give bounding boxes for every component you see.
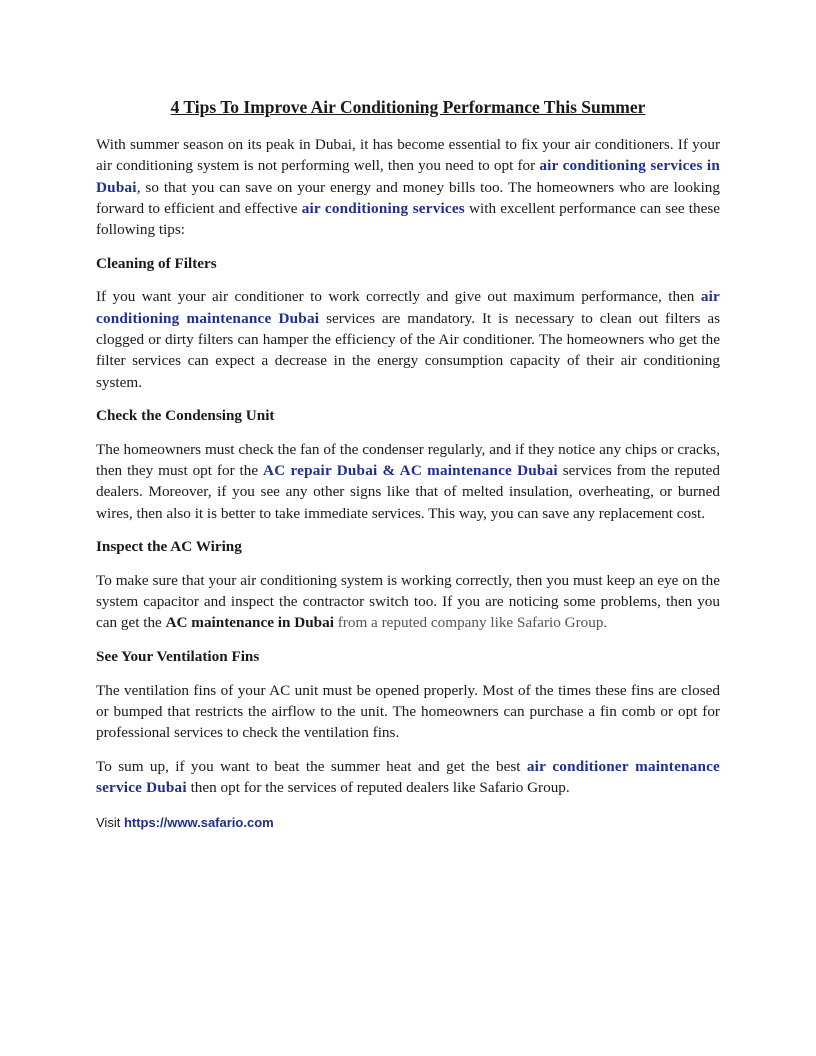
heading-ventilation-fins: See Your Ventilation Fins <box>96 648 260 666</box>
conclusion-text-2: then opt for the services of reputed dealers like Safario Group. <box>186 779 570 797</box>
conclusion-paragraph <box>96 756 720 799</box>
ac-maintenance-in-dubai-text: AC maintenance in Dubai <box>165 614 334 632</box>
s3-text-1: To make sure that your air conditioning system is working correctly, then you must keep an eye on the system capacitor and inspect the contractor switch too. If you are noticing some problems, then you can get the <box>96 571 720 632</box>
s2-text-1: The homeowners must check the fan of the condenser regularly, and if they notice any chips or cracks, then they must opt for the <box>96 440 720 480</box>
intro-paragraph <box>96 134 720 240</box>
website-link[interactable]: https://www.safario.com <box>123 815 274 831</box>
paragraph-inspect-ac-wiring <box>96 570 720 634</box>
heading-cleaning-of-filters: Cleaning of Filters <box>96 254 217 272</box>
s1-text-1: If you want your air conditioner to work correctly and give out maximum performance, then <box>96 288 701 306</box>
intro-text-1: With summer season on its peak in Dubai, it has become essential to fix your air conditioners. If your air conditioning system is not performing well, then you need to opt for <box>96 136 720 175</box>
paragraph-check-condensing-unit <box>96 439 720 524</box>
link-air-conditioning-services-in-dubai[interactable]: air conditioning services in Dubai <box>96 157 720 196</box>
s3-text-2: from a reputed company like Safario Group. <box>333 614 608 632</box>
heading-inspect-ac-wiring: Inspect the AC Wiring <box>96 538 242 556</box>
intro-text-2: , so that you can save on your energy and money bills too. The homeowners who are looking forward to efficient and effective <box>96 178 720 217</box>
link-ac-repair-maintenance-dubai[interactable]: AC repair Dubai & AC maintenance Dubai <box>263 462 558 480</box>
s2-text-2: services from the reputed dealers. Moreover, if you see any other signs like that of melted insulation, overheating, or burned wires, then also it is better to take immediate services. This way, you can save any replacement cost. <box>96 462 721 522</box>
intro-text-3: with excellent performance can see these following tips: <box>96 199 721 239</box>
s1-text-2: services are mandatory. It is necessary to clean out filters as clogged or dirty filters can hamper the efficiency of the Air conditioner. The homeowners who get the filter services can expect a decrease in the energy consumption capacity of their air conditioning system. <box>96 309 720 391</box>
heading-check-condensing-unit: Check the Condensing Unit <box>96 407 275 425</box>
link-air-conditioner-maintenance-service-dubai[interactable]: air conditioner maintenance service Dubai <box>96 757 720 797</box>
page-title: 4 Tips To Improve Air Conditioning Performance This Summer <box>170 97 646 117</box>
conclusion-text-1: To sum up, if you want to beat the summer heat and get the best <box>96 757 527 775</box>
paragraph-cleaning-of-filters <box>96 286 720 392</box>
link-air-conditioning-services[interactable]: air conditioning services <box>301 199 465 217</box>
visit-label: Visit <box>96 815 124 831</box>
document-page <box>96 96 720 846</box>
visit-line <box>96 812 720 833</box>
link-air-conditioning-maintenance-dubai[interactable]: air conditioning maintenance Dubai <box>96 288 720 327</box>
s4-text-1: The ventilation fins of your AC unit must be opened properly. Most of the times these fins are closed or bumped that restricts the airflow to the unit. The homeowners can purchase a fin comb or opt for professional services to check the ventilation fins. <box>96 681 720 742</box>
paragraph-ventilation-fins <box>96 680 720 744</box>
